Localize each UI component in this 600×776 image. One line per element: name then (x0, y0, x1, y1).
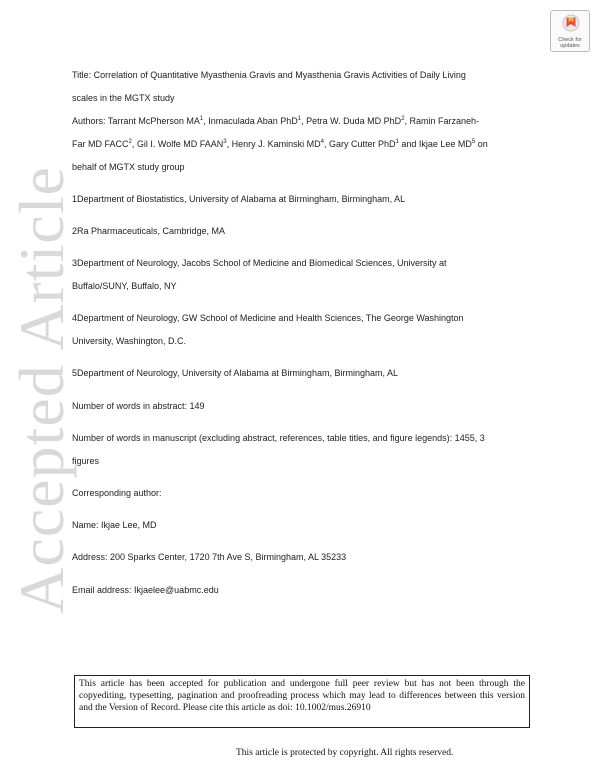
badge-label-line1: Check for (558, 37, 582, 43)
affiliation-4-line-1: 4Department of Neurology, GW School of Medicine and Health Sciences, The George Washington (72, 313, 464, 323)
manuscript-word-count-line-1: Number of words in manuscript (excluding abstract, references, table titles, and figure legends): 1455, 3 (72, 433, 485, 443)
copyright-notice: This article is protected by copyright. All rights reserved. (236, 748, 454, 758)
authors-line-3: behalf of MGTX study group (72, 162, 185, 172)
acceptance-notice-box: This article has been accepted for publication and undergone full peer review but has not been through the copyediting, typesetting, pagination and proofreading process which may lead to differences between this version and the Version of Record. Please cite this article as doi: 10.1002/mus.26910 (74, 675, 530, 728)
check-for-updates-button[interactable] (550, 10, 590, 52)
author-text: , Gil I. Wolfe MD FAAN (131, 139, 224, 149)
corresponding-author-email: Email address: Ikjaelee@uabmc.edu (72, 585, 219, 595)
author-affiliation-mark: 1 (395, 139, 399, 145)
author-text: and Ikjae Lee MD (398, 139, 472, 149)
title-line-1: Title: Correlation of Quantitative Myasthenia Gravis and Myasthenia Gravis Activities of Daily Living (72, 70, 466, 80)
authors-line-1 (72, 115, 479, 127)
badge-label-line2: updates (560, 43, 580, 49)
accepted-article-watermark: Accepted Article (6, 166, 77, 614)
affiliation-2: 2Ra Pharmaceuticals, Cambridge, MA (72, 226, 226, 236)
author-affiliation-mark: 1 (199, 116, 204, 122)
manuscript-word-count-line-2: figures (72, 456, 100, 466)
corresponding-author-heading: Corresponding author: (72, 488, 162, 498)
author-text: on (475, 139, 488, 149)
corresponding-author-address: Address: 200 Sparks Center, 1720 7th Ave S, Birmingham, AL 35233 (72, 552, 347, 562)
author-text: Far MD FACC (72, 139, 129, 149)
affiliation-1: 1Department of Biostatistics, University of Alabama at Birmingham, Birmingham, AL (72, 194, 406, 204)
author-text: , Henry J. Kaminski MD (226, 139, 321, 149)
author-affiliation-mark: 1 (297, 116, 302, 122)
author-text: , Petra W. Duda MD PhD (301, 116, 402, 126)
authors-line-2 (72, 138, 488, 150)
affiliation-5: 5Department of Neurology, University of Alabama at Birmingham, Birmingham, AL (72, 368, 398, 378)
author-affiliation-mark: 2 (128, 139, 132, 145)
author-affiliation-mark: 3 (223, 139, 227, 145)
author-affiliation-mark: 5 (471, 139, 476, 145)
author-affiliation-mark: 4 (320, 139, 324, 145)
corresponding-author-name: Name: Ikjae Lee, MD (72, 520, 157, 530)
affiliation-3-line-2: Buffalo/SUNY, Buffalo, NY (72, 281, 177, 291)
title-line-2: scales in the MGTX study (72, 93, 175, 103)
author-text: , Gary Cutter PhD (323, 139, 396, 149)
affiliation-4-line-2: University, Washington, D.C. (72, 336, 187, 346)
author-affiliation-mark: 2 (401, 116, 405, 122)
author-text: , Ramin Farzaneh- (404, 116, 480, 126)
crossmark-icon (562, 14, 580, 36)
affiliation-3-line-1: 3Department of Neurology, Jacobs School of Medicine and Biomedical Sciences, University at (72, 258, 447, 268)
author-text: Authors: Tarrant McPherson MA (72, 116, 200, 126)
author-text: , Inmaculada Aban PhD (203, 116, 298, 126)
abstract-word-count: Number of words in abstract: 149 (72, 401, 205, 411)
